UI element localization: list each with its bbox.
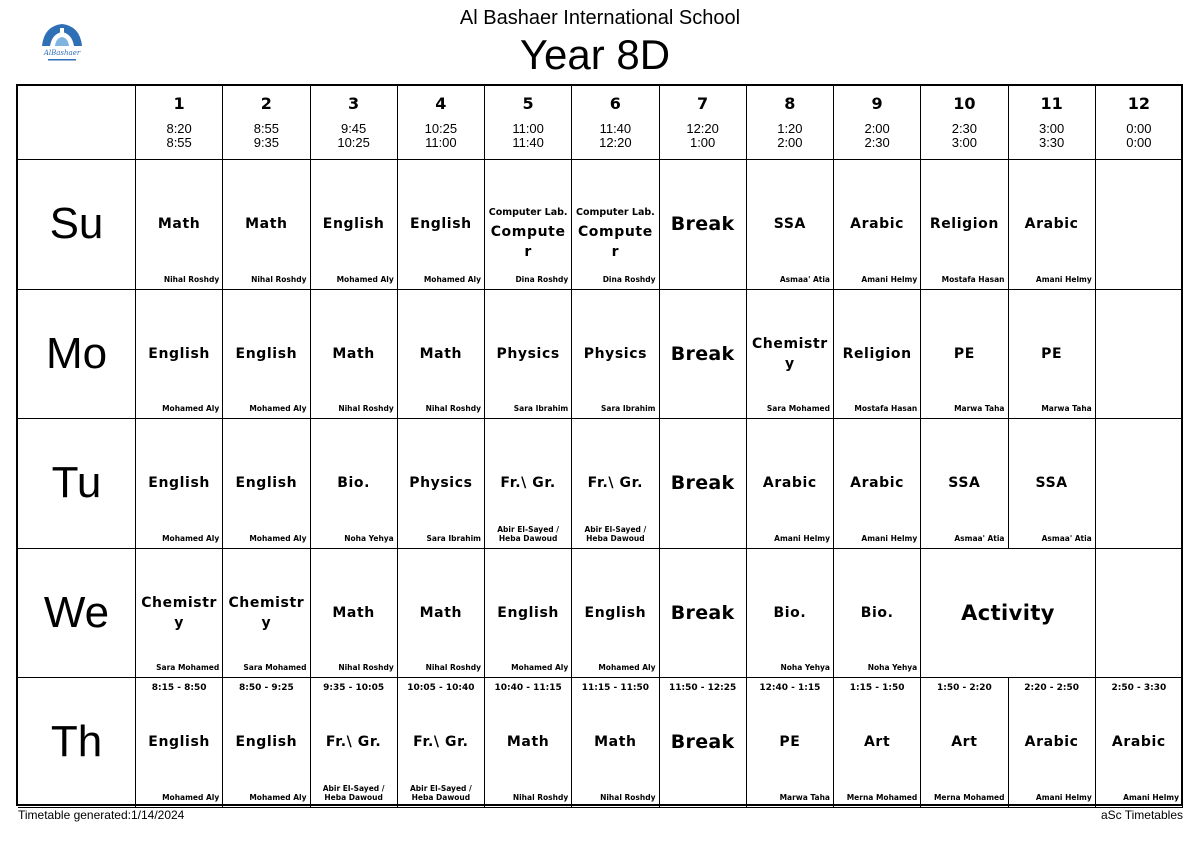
lesson-subject: Math bbox=[506, 734, 550, 751]
period-number: 4 bbox=[435, 94, 447, 113]
lesson-cell bbox=[1096, 290, 1183, 420]
day-label-cell bbox=[18, 678, 136, 808]
period-time bbox=[311, 122, 397, 150]
lesson-teacher: Mohamed Aly bbox=[249, 792, 307, 802]
lesson-teacher: Dina Roshdy bbox=[602, 274, 656, 284]
lesson-cell bbox=[485, 160, 572, 290]
corner-cell bbox=[18, 86, 136, 160]
lesson-subject: PE bbox=[953, 345, 975, 362]
period-header bbox=[747, 86, 834, 160]
lesson-cell bbox=[1009, 678, 1096, 808]
lesson-subject: Fr.\ Gr. bbox=[587, 475, 644, 492]
lesson-teacher: Noha Yehya bbox=[344, 533, 394, 543]
period-start: 9:45 bbox=[340, 121, 367, 136]
period-header bbox=[485, 86, 572, 160]
lesson-teacher: Marwa Taha bbox=[779, 792, 830, 802]
period-header bbox=[1096, 86, 1183, 160]
lesson-cell bbox=[223, 549, 310, 679]
day-label: Su bbox=[49, 199, 104, 249]
period-header bbox=[921, 86, 1008, 160]
lesson-subject: Math bbox=[419, 345, 463, 362]
lesson-teacher: Nihal Roshdy bbox=[425, 404, 481, 413]
period-number: 12 bbox=[1127, 94, 1150, 113]
lesson-cell bbox=[921, 549, 1096, 679]
period-start: 2:00 bbox=[864, 121, 890, 136]
lesson-teacher: Mohamed Aly bbox=[598, 663, 656, 672]
lesson-subject: PE bbox=[779, 734, 801, 751]
period-start: 1:20 bbox=[777, 121, 803, 136]
period-header bbox=[223, 86, 310, 160]
period-time bbox=[1009, 122, 1095, 150]
period-start: 10:25 bbox=[424, 121, 458, 136]
lesson-teacher: Mostafa Hasan bbox=[854, 404, 918, 413]
lesson-teacher: Amani Helmy bbox=[861, 533, 918, 543]
lesson-time-slot: 11:50 - 12:25 bbox=[668, 683, 737, 693]
lesson-subject: English bbox=[497, 604, 559, 621]
lesson-cell bbox=[398, 419, 485, 549]
lesson-subject: Arabic bbox=[1024, 216, 1079, 233]
lesson-teacher: Nihal Roshdy bbox=[338, 404, 394, 413]
day-label: Mo bbox=[45, 328, 108, 378]
lesson-cell bbox=[223, 290, 310, 420]
lesson-cell bbox=[747, 678, 834, 808]
lesson-teacher: Amani Helmy bbox=[1123, 792, 1179, 802]
timetable-grid bbox=[16, 84, 1183, 806]
lesson-time-slot: 8:50 - 9:25 bbox=[238, 683, 294, 693]
period-header bbox=[660, 86, 747, 160]
lesson-time-slot: 10:40 - 11:15 bbox=[494, 683, 562, 693]
lesson-subject: Fr.\ Gr. bbox=[413, 734, 469, 751]
lesson-cell bbox=[747, 419, 834, 549]
lesson-teacher: Mohamed Aly bbox=[336, 274, 394, 284]
lesson-subject: Chemistry bbox=[751, 335, 828, 372]
class-title: Year 8D bbox=[519, 31, 671, 78]
day-label-cell bbox=[18, 549, 136, 679]
lesson-subject: Bio. bbox=[773, 604, 807, 621]
lesson-cell bbox=[572, 160, 659, 290]
day-label-cell bbox=[18, 160, 136, 290]
lesson-cell bbox=[747, 549, 834, 679]
lesson-subject: English bbox=[235, 734, 298, 751]
lesson-cell bbox=[136, 290, 223, 420]
lesson-cell bbox=[223, 678, 310, 808]
lesson-subject: Arabic bbox=[762, 475, 817, 492]
lesson-cell bbox=[660, 678, 747, 808]
lesson-subject: Computer bbox=[490, 224, 566, 260]
lesson-room: Computer Lab. bbox=[575, 207, 655, 218]
lesson-subject: Chemistry bbox=[141, 594, 218, 631]
lesson-subject: Computer bbox=[577, 224, 653, 260]
lesson-subject: Activity bbox=[961, 600, 1055, 625]
lesson-cell bbox=[834, 160, 921, 290]
lesson-teacher: Sara Ibrahim bbox=[426, 533, 481, 543]
lesson-teacher: Sara Mohamed bbox=[243, 663, 307, 672]
lesson-teacher: Nihal Roshdy bbox=[425, 663, 481, 672]
period-number: 11 bbox=[1040, 94, 1063, 113]
lesson-subject: Break bbox=[670, 601, 735, 624]
lesson-teacher: Mostafa Hasan bbox=[941, 274, 1005, 284]
lesson-cell bbox=[485, 290, 572, 420]
period-end: 12:20 bbox=[599, 135, 632, 150]
lesson-teacher: Mohamed Aly bbox=[162, 404, 220, 413]
lesson-teacher: Nihal Roshdy bbox=[163, 274, 220, 284]
lesson-teacher: Abir El-Sayed / Heba Dawoud bbox=[584, 524, 647, 543]
lesson-teacher: Mohamed Aly bbox=[249, 404, 307, 413]
lesson-teacher: Merna Mohamed bbox=[933, 792, 1005, 802]
period-end: 11:40 bbox=[512, 135, 544, 150]
lesson-cell bbox=[311, 160, 398, 290]
lesson-subject: Break bbox=[670, 731, 735, 754]
period-time bbox=[660, 122, 746, 150]
lesson-teacher: Nihal Roshdy bbox=[600, 792, 656, 802]
period-header bbox=[136, 86, 223, 160]
period-end: 11:00 bbox=[425, 135, 457, 150]
period-time bbox=[921, 122, 1007, 150]
lesson-cell bbox=[136, 419, 223, 549]
lesson-cell bbox=[1009, 160, 1096, 290]
day-label-cell bbox=[18, 419, 136, 549]
period-end: 3:00 bbox=[951, 135, 978, 150]
lesson-room: Computer Lab. bbox=[488, 207, 568, 218]
period-end: 2:30 bbox=[864, 135, 890, 150]
lesson-subject: SSA bbox=[948, 475, 981, 492]
lesson-teacher: Marwa Taha bbox=[954, 404, 1005, 413]
lesson-teacher: Mohamed Aly bbox=[511, 663, 569, 672]
lesson-cell bbox=[398, 290, 485, 420]
lesson-teacher: Amani Helmy bbox=[1035, 792, 1092, 802]
lesson-cell bbox=[572, 549, 659, 679]
lesson-subject: English bbox=[148, 734, 210, 751]
lesson-subject: Math bbox=[157, 216, 201, 233]
lesson-cell bbox=[1009, 290, 1096, 420]
lesson-subject: Math bbox=[594, 734, 637, 751]
svg-text:AlBashaer: AlBashaer bbox=[43, 49, 81, 57]
lesson-time-slot: 12:40 - 1:15 bbox=[759, 683, 821, 693]
lesson-subject: Physics bbox=[409, 475, 473, 492]
period-time bbox=[485, 122, 571, 150]
lesson-subject: Break bbox=[670, 213, 735, 236]
lesson-cell bbox=[311, 678, 398, 808]
lesson-subject: Religion bbox=[842, 345, 912, 362]
lesson-cell bbox=[572, 419, 659, 549]
lesson-teacher: Nihal Roshdy bbox=[512, 792, 569, 802]
lesson-cell bbox=[572, 678, 659, 808]
lesson-time-slot: 1:15 - 1:50 bbox=[849, 683, 905, 693]
lesson-teacher: Noha Yehya bbox=[780, 663, 830, 672]
lesson-subject: Math bbox=[419, 604, 463, 621]
period-number: 1 bbox=[173, 94, 185, 113]
lesson-subject: Chemistry bbox=[228, 594, 305, 631]
lesson-time-slot: 2:50 - 3:30 bbox=[1111, 683, 1167, 693]
lesson-time-slot: 11:15 - 11:50 bbox=[581, 683, 650, 693]
lesson-teacher: Nihal Roshdy bbox=[338, 663, 394, 672]
lesson-teacher: Amani Helmy bbox=[774, 533, 830, 543]
lesson-cell bbox=[921, 419, 1008, 549]
generated-date: Timetable generated:1/14/2024 bbox=[18, 808, 185, 822]
lesson-subject: Arabic bbox=[1024, 734, 1079, 751]
lesson-subject: SSA bbox=[773, 216, 806, 233]
lesson-teacher: Mohamed Aly bbox=[162, 792, 220, 802]
lesson-teacher: Amani Helmy bbox=[1035, 274, 1092, 284]
lesson-time-slot: 2:20 - 2:50 bbox=[1024, 683, 1080, 693]
period-number: 6 bbox=[609, 94, 621, 113]
day-label: We bbox=[43, 587, 110, 637]
lesson-teacher: Sara Mohamed bbox=[156, 663, 220, 672]
lesson-cell bbox=[660, 419, 747, 549]
period-number: 3 bbox=[348, 94, 360, 113]
lesson-subject: Bio. bbox=[860, 604, 894, 621]
lesson-subject: English bbox=[584, 604, 647, 621]
period-time bbox=[572, 122, 658, 150]
lesson-cell bbox=[660, 549, 747, 679]
lesson-time-slot: 9:35 - 10:05 bbox=[323, 683, 385, 693]
period-number: 8 bbox=[784, 94, 796, 113]
lesson-cell bbox=[311, 419, 398, 549]
lesson-cell bbox=[660, 160, 747, 290]
day-label: Th bbox=[50, 717, 103, 767]
lesson-subject: Arabic bbox=[850, 475, 905, 492]
lesson-teacher: Amani Helmy bbox=[861, 274, 918, 284]
period-time bbox=[136, 122, 222, 150]
lesson-cell bbox=[834, 549, 921, 679]
period-start: 2:30 bbox=[951, 121, 978, 136]
lesson-cell bbox=[1009, 419, 1096, 549]
lesson-subject: Math bbox=[245, 216, 288, 233]
software-brand: aSc Timetables bbox=[1100, 808, 1183, 822]
lesson-cell bbox=[485, 419, 572, 549]
lesson-subject: Art bbox=[951, 734, 978, 751]
lesson-cell bbox=[1096, 678, 1183, 808]
lesson-cell bbox=[398, 160, 485, 290]
lesson-cell bbox=[747, 290, 834, 420]
period-start: 11:00 bbox=[512, 121, 544, 136]
lesson-subject: Physics bbox=[583, 345, 648, 362]
period-end: 0:00 bbox=[1126, 135, 1152, 150]
period-number: 7 bbox=[697, 94, 709, 113]
lesson-teacher: Nihal Roshdy bbox=[251, 274, 307, 284]
period-end: 9:35 bbox=[253, 135, 280, 150]
lesson-time-slot: 10:05 - 10:40 bbox=[407, 683, 475, 693]
lesson-cell bbox=[572, 290, 659, 420]
lesson-cell bbox=[311, 549, 398, 679]
lesson-subject: Break bbox=[670, 342, 735, 365]
lesson-teacher: Dina Roshdy bbox=[515, 274, 569, 284]
lesson-subject: Fr.\ Gr. bbox=[500, 475, 556, 492]
lesson-subject: English bbox=[148, 345, 210, 362]
period-time bbox=[747, 122, 833, 150]
lesson-teacher: Abir El-Sayed / Heba Dawoud bbox=[497, 524, 560, 543]
day-label: Tu bbox=[51, 458, 102, 508]
period-time bbox=[223, 122, 309, 150]
lesson-cell bbox=[1096, 419, 1183, 549]
lesson-subject: English bbox=[235, 345, 298, 362]
period-time bbox=[1096, 122, 1182, 150]
period-end: 10:25 bbox=[337, 135, 370, 150]
period-start: 0:00 bbox=[1126, 121, 1152, 136]
lesson-cell bbox=[1096, 160, 1183, 290]
lesson-subject: Math bbox=[332, 345, 375, 362]
school-name: Al Bashaer International School bbox=[459, 7, 741, 29]
lesson-subject: Fr.\ Gr. bbox=[325, 734, 382, 751]
lesson-cell bbox=[398, 549, 485, 679]
lesson-teacher: Asmaa' Atia bbox=[954, 533, 1005, 543]
lesson-cell bbox=[1096, 549, 1183, 679]
period-number: 9 bbox=[871, 94, 883, 113]
lesson-teacher: Sara Mohamed bbox=[766, 404, 830, 413]
lesson-cell bbox=[834, 678, 921, 808]
period-number: 2 bbox=[260, 94, 272, 113]
lesson-cell bbox=[921, 678, 1008, 808]
day-label-cell bbox=[18, 290, 136, 420]
lesson-subject: Math bbox=[332, 604, 375, 621]
lesson-subject: Bio. bbox=[337, 475, 371, 492]
lesson-subject: Art bbox=[864, 734, 891, 751]
lesson-subject: English bbox=[322, 216, 385, 233]
lesson-subject: English bbox=[235, 475, 298, 492]
lesson-subject: English bbox=[148, 475, 210, 492]
period-number: 5 bbox=[522, 94, 534, 113]
lesson-cell bbox=[311, 290, 398, 420]
lesson-cell bbox=[398, 678, 485, 808]
lesson-cell bbox=[136, 678, 223, 808]
lesson-cell bbox=[834, 419, 921, 549]
lesson-cell bbox=[223, 419, 310, 549]
lesson-subject: Arabic bbox=[850, 216, 905, 233]
lesson-teacher: Sara Ibrahim bbox=[601, 404, 656, 413]
lesson-subject: PE bbox=[1041, 345, 1063, 362]
period-end: 2:00 bbox=[777, 135, 803, 150]
period-start: 8:55 bbox=[253, 121, 280, 136]
lesson-cell bbox=[485, 678, 572, 808]
lesson-teacher: Marwa Taha bbox=[1041, 404, 1092, 413]
period-header bbox=[311, 86, 398, 160]
lesson-cell bbox=[485, 549, 572, 679]
lesson-teacher: Abir El-Sayed / Heba Dawoud bbox=[322, 783, 385, 802]
period-start: 12:20 bbox=[686, 121, 719, 136]
period-end: 8:55 bbox=[166, 135, 192, 150]
lesson-teacher: Mohamed Aly bbox=[423, 274, 481, 284]
period-header bbox=[398, 86, 485, 160]
lesson-cell bbox=[834, 290, 921, 420]
period-header bbox=[1009, 86, 1096, 160]
lesson-time-slot: 8:15 - 8:50 bbox=[151, 683, 207, 693]
lesson-subject: Arabic bbox=[1111, 734, 1166, 751]
lesson-teacher: Merna Mohamed bbox=[846, 792, 918, 802]
lesson-cell bbox=[223, 160, 310, 290]
lesson-subject: SSA bbox=[1035, 475, 1068, 492]
period-header bbox=[572, 86, 659, 160]
lesson-cell bbox=[136, 160, 223, 290]
lesson-subject: Break bbox=[670, 472, 735, 495]
period-time bbox=[834, 122, 920, 150]
lesson-cell bbox=[921, 160, 1008, 290]
period-number: 10 bbox=[953, 94, 976, 113]
lesson-teacher: Noha Yehya bbox=[867, 663, 918, 672]
lesson-teacher: Mohamed Aly bbox=[249, 533, 307, 543]
lesson-subject: Religion bbox=[929, 216, 999, 233]
lesson-cell bbox=[747, 160, 834, 290]
lesson-cell bbox=[136, 549, 223, 679]
lesson-subject: Physics bbox=[496, 345, 560, 362]
period-start: 11:40 bbox=[599, 121, 632, 136]
lesson-teacher: Mohamed Aly bbox=[162, 533, 220, 543]
period-time bbox=[398, 122, 484, 150]
lesson-teacher: Sara Ibrahim bbox=[513, 404, 569, 413]
period-end: 1:00 bbox=[689, 135, 716, 150]
lesson-cell bbox=[921, 290, 1008, 420]
lesson-cell bbox=[660, 290, 747, 420]
lesson-teacher: Asmaa' Atia bbox=[779, 274, 830, 284]
period-header bbox=[834, 86, 921, 160]
period-start: 3:00 bbox=[1038, 121, 1065, 136]
lesson-time-slot: 1:50 - 2:20 bbox=[936, 683, 992, 693]
lesson-teacher: Abir El-Sayed / Heba Dawoud bbox=[409, 783, 472, 802]
period-end: 3:30 bbox=[1038, 135, 1065, 150]
lesson-teacher: Asmaa' Atia bbox=[1041, 533, 1092, 543]
period-start: 8:20 bbox=[166, 121, 192, 136]
lesson-subject: English bbox=[410, 216, 472, 233]
